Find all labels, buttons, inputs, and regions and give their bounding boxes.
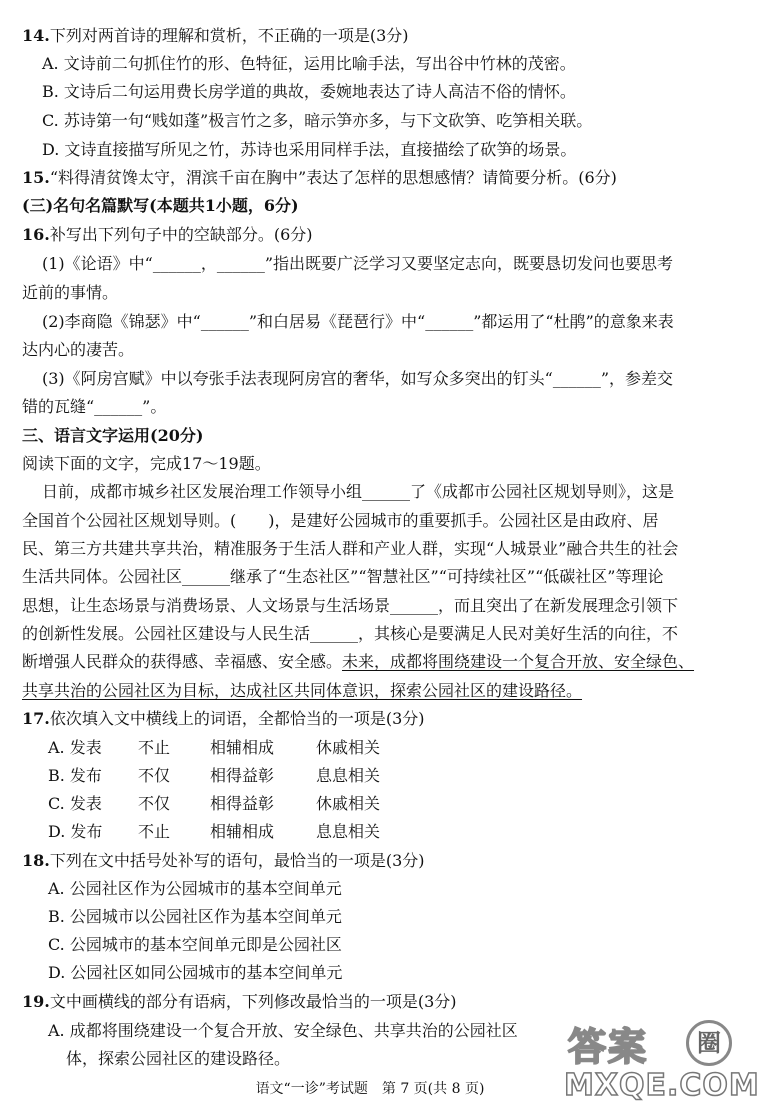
q17-option-b xyxy=(48,766,406,786)
q17-a-word-1: A. 发表 xyxy=(48,738,102,757)
q17-stem-text: 依次填入文中横线上的词语，全都恰当的一项是(3分) xyxy=(49,709,425,728)
passage-line-7-plain: 断增强人民群众的获得感、幸福感、安全感。 xyxy=(22,652,343,671)
q19-stem-text: 文中画横线的部分有语病，下列修改最恰当的一项是(3分) xyxy=(49,992,457,1011)
q17-a-word-3: 相辅相成 xyxy=(210,738,275,757)
q17-number: 17. xyxy=(22,709,50,728)
q17-c-word-1: C. 发表 xyxy=(48,794,102,813)
q17-d-word-3: 相辅相成 xyxy=(210,822,275,841)
q15-number: 15. xyxy=(22,168,50,187)
q16-line-1: (1)《论语》中“______，______”指出既要广泛学习又要坚定志向，既要恳切发问也要思考 xyxy=(42,254,674,273)
q14-number: 14. xyxy=(22,26,50,45)
q16-line-5: (3)《阿房宫赋》中以夸张手法表现阿房宫的奢华，如写众多突出的钉头“______”，参差交 xyxy=(42,369,674,388)
part-3-heading: 三、语言文字运用(20分) xyxy=(22,426,204,445)
passage-line-6: 的创新性发展。公园社区建设与人民生活______，其核心是要满足人民对美好生活的向往，不 xyxy=(22,624,679,643)
passage-line-3: 民、第三方共建共享共治，精准服务于生活人群和产业人群，实现“人城景业”融合共生的社会 xyxy=(22,539,679,558)
q17-option-d xyxy=(48,822,406,842)
q17-b-word-2: 不仅 xyxy=(138,766,171,785)
q14-option-d: D. 文诗直接描写所见之竹，苏诗也采用同样手法，直接描绘了砍笋的场景。 xyxy=(42,140,577,159)
q17-d-word-4: 息息相关 xyxy=(316,822,381,841)
q17-c-word-4: 休戚相关 xyxy=(316,794,381,813)
q16-stem xyxy=(22,225,313,245)
q18-option-c: C. 公园城市的基本空间单元即是公园社区 xyxy=(48,935,342,954)
q17-c-word-3: 相得益彰 xyxy=(210,794,275,813)
q17-b-word-4: 息息相关 xyxy=(316,766,381,785)
q14-stem xyxy=(22,26,409,46)
q19-stem xyxy=(22,992,457,1012)
q18-option-a: A. 公园社区作为公园城市的基本空间单元 xyxy=(48,879,342,898)
q19-option-a-line-1: A. 成都将围绕建设一个复合开放、安全绿色、共享共治的公园社区 xyxy=(48,1021,518,1040)
q17-b-word-1: B. 发布 xyxy=(48,766,102,785)
q16-line-2: 近前的事情。 xyxy=(22,283,119,302)
q19-number: 19. xyxy=(22,992,50,1011)
q16-line-3: (2)李商隐《锦瑟》中“______”和白居易《琵琶行》中“______”都运用了“杜鹃”的意象来表 xyxy=(42,312,674,331)
q17-d-word-2: 不止 xyxy=(138,822,171,841)
passage-underlined-1: 未来，成都将围绕建设一个复合开放、安全绿色、 xyxy=(342,652,695,671)
q18-number: 18. xyxy=(22,851,50,870)
q14-option-a: A. 文诗前二句抓住竹的形、色特征，运用比喻手法，写出谷中竹林的茂密。 xyxy=(42,54,576,73)
q18-stem xyxy=(22,851,425,871)
q17-option-c xyxy=(48,794,406,814)
q19-option-a-line-2: 体，探索公园社区的建设路径。 xyxy=(66,1049,291,1068)
q17-a-word-2: 不止 xyxy=(138,738,171,757)
watermark-circle-icon: 圈 xyxy=(686,1020,732,1066)
q18-option-d: D. 公园社区如同公园城市的基本空间单元 xyxy=(48,963,343,982)
q15-stem xyxy=(22,168,617,188)
q18-stem-text: 下列在文中括号处补写的语句，最恰当的一项是(3分) xyxy=(49,851,425,870)
q16-stem-text: 补写出下列句子中的空缺部分。(6分) xyxy=(49,225,313,244)
q17-stem xyxy=(22,709,425,729)
passage-line-5: 思想，让生态场景与消费场景、人文场景与生活场景______，而且突出了在新发展理念引领下 xyxy=(22,596,679,615)
q18-option-b: B. 公园城市以公园社区作为基本空间单元 xyxy=(48,907,342,926)
q14-stem-text: 下列对两首诗的理解和赏析，不正确的一项是(3分) xyxy=(49,26,409,45)
section-3-heading: (三)名句名篇默写(本题共1小题，6分) xyxy=(22,196,299,215)
passage-line-1: 日前，成都市城乡社区发展治理工作领导小组______了《成都市公园社区规划导则》，这是 xyxy=(42,482,675,501)
passage-line-2: 全国首个公园社区规划导则。( )，是建好公园城市的重要抓手。公园社区是由政府、居 xyxy=(22,511,659,530)
q14-option-b: B. 文诗后二句运用费长房学道的典故，委婉地表达了诗人高洁不俗的情怀。 xyxy=(42,82,576,101)
passage-underlined-2: 共享共治的公园社区为目标，达成社区共同体意识，探索公园社区的建设路径。 xyxy=(22,681,583,700)
page-footer: 语文“一诊”考试题 第 7 页(共 8 页) xyxy=(255,1081,485,1097)
passage-line-7 xyxy=(22,652,694,672)
part-3-intro: 阅读下面的文字，完成17～19题。 xyxy=(22,454,271,473)
q16-line-4: 达内心的凄苦。 xyxy=(22,340,135,359)
q16-line-6: 错的瓦缝“______”。 xyxy=(22,397,167,416)
q17-option-a xyxy=(48,738,406,758)
q17-a-word-4: 休戚相关 xyxy=(316,738,381,757)
watermark-top-text: 答案 xyxy=(568,1025,649,1069)
q17-c-word-2: 不仅 xyxy=(138,794,171,813)
q17-d-word-1: D. 发布 xyxy=(48,822,103,841)
passage-line-4: 生活共同体。公园社区______继承了“生态社区”“智慧社区”“可持续社区”“低碳社区”等理论 xyxy=(22,567,664,586)
q14-option-c: C. 苏诗第一句“贱如蓬”极言竹之多，暗示笋亦多，与下文砍笋、吃笋相关联。 xyxy=(42,111,593,130)
q16-number: 16. xyxy=(22,225,50,244)
watermark-url: MXQE.COM xyxy=(564,1068,760,1103)
q15-text: “料得清贫馋太守，渭滨千亩在胸中”表达了怎样的思想感情？请简要分析。(6分) xyxy=(49,168,617,187)
q17-b-word-3: 相得益彰 xyxy=(210,766,275,785)
